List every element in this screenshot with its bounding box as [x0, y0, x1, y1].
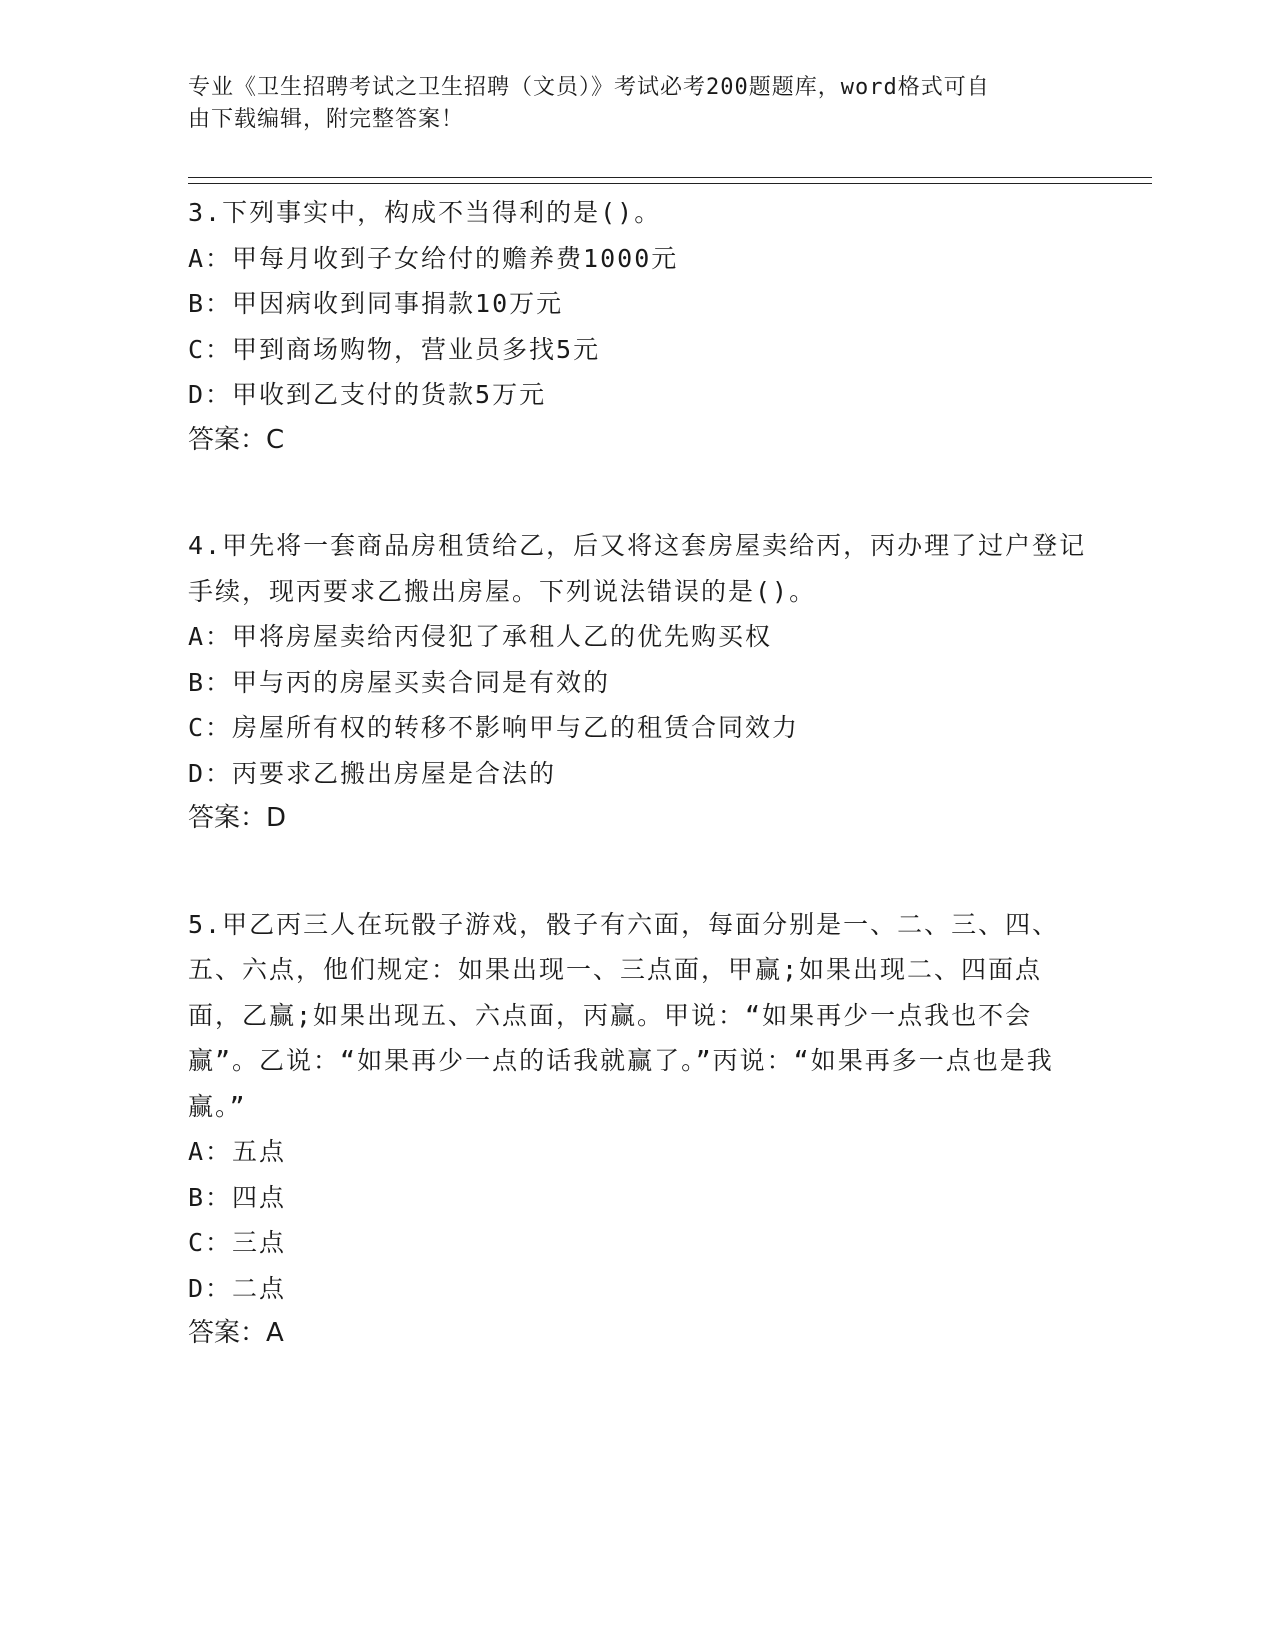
option-b: B：甲因病收到同事捐款10万元 [188, 289, 564, 318]
answer-text: 答案：C [188, 424, 285, 455]
answer-text: 答案：A [188, 1318, 284, 1348]
option-b: B：四点 [188, 1182, 287, 1212]
header-rule-top [188, 177, 1152, 178]
question-4 [188, 523, 1088, 842]
question-5 [188, 902, 1088, 1357]
option-b: B：甲与丙的房屋买卖合同是有效的 [188, 667, 611, 697]
option-a: A：五点 [188, 1137, 287, 1166]
question-stem: 3.下列事实中，构成不当得利的是()。 [188, 198, 662, 227]
question-list [188, 190, 1088, 1417]
header-line-2: 由下载编辑，附完整答案！ [188, 107, 465, 132]
option-c: C：三点 [188, 1228, 287, 1257]
document-header [188, 72, 1088, 136]
question-stem: 5.甲乙丙三人在玩骰子游戏，骰子有六面，每面分别是一、二、三、四、五、六点，他们规定：如果出现一、三点面，甲赢;如果出现二、四面点面，乙赢;如果出现五、六点面，丙赢。甲说：“如果再少一点我也不会赢”。乙说：“如果再少一点的话我就赢了。”丙说：“如果再多一点也是我赢。” [188, 909, 1060, 1121]
question-3 [188, 190, 1088, 463]
header-line-1: 专业《卫生招聘考试之卫生招聘（文员）》考试必考200题题库，word格式可自 [188, 75, 990, 100]
option-a: A：甲每月收到子女给付的赡养费1000元 [188, 243, 679, 273]
option-a: A：甲将房屋卖给丙侵犯了承租人乙的优先购买权 [188, 622, 773, 651]
option-d: D：丙要求乙搬出房屋是合法的 [188, 758, 557, 788]
answer-text: 答案：D [188, 803, 287, 833]
option-c: C：房屋所有权的转移不影响甲与乙的租赁合同效力 [188, 713, 800, 742]
header-rule-bottom [188, 183, 1152, 184]
option-c: C：甲到商场购物，营业员多找5元 [188, 334, 601, 364]
option-d: D：二点 [188, 1273, 287, 1303]
question-stem: 4.甲先将一套商品房租赁给乙，后又将这套房屋卖给丙，丙办理了过户登记手续，现丙要求乙搬出房屋。下列说法错误的是()。 [188, 531, 1087, 606]
option-d: D：甲收到乙支付的货款5万元 [188, 380, 547, 409]
